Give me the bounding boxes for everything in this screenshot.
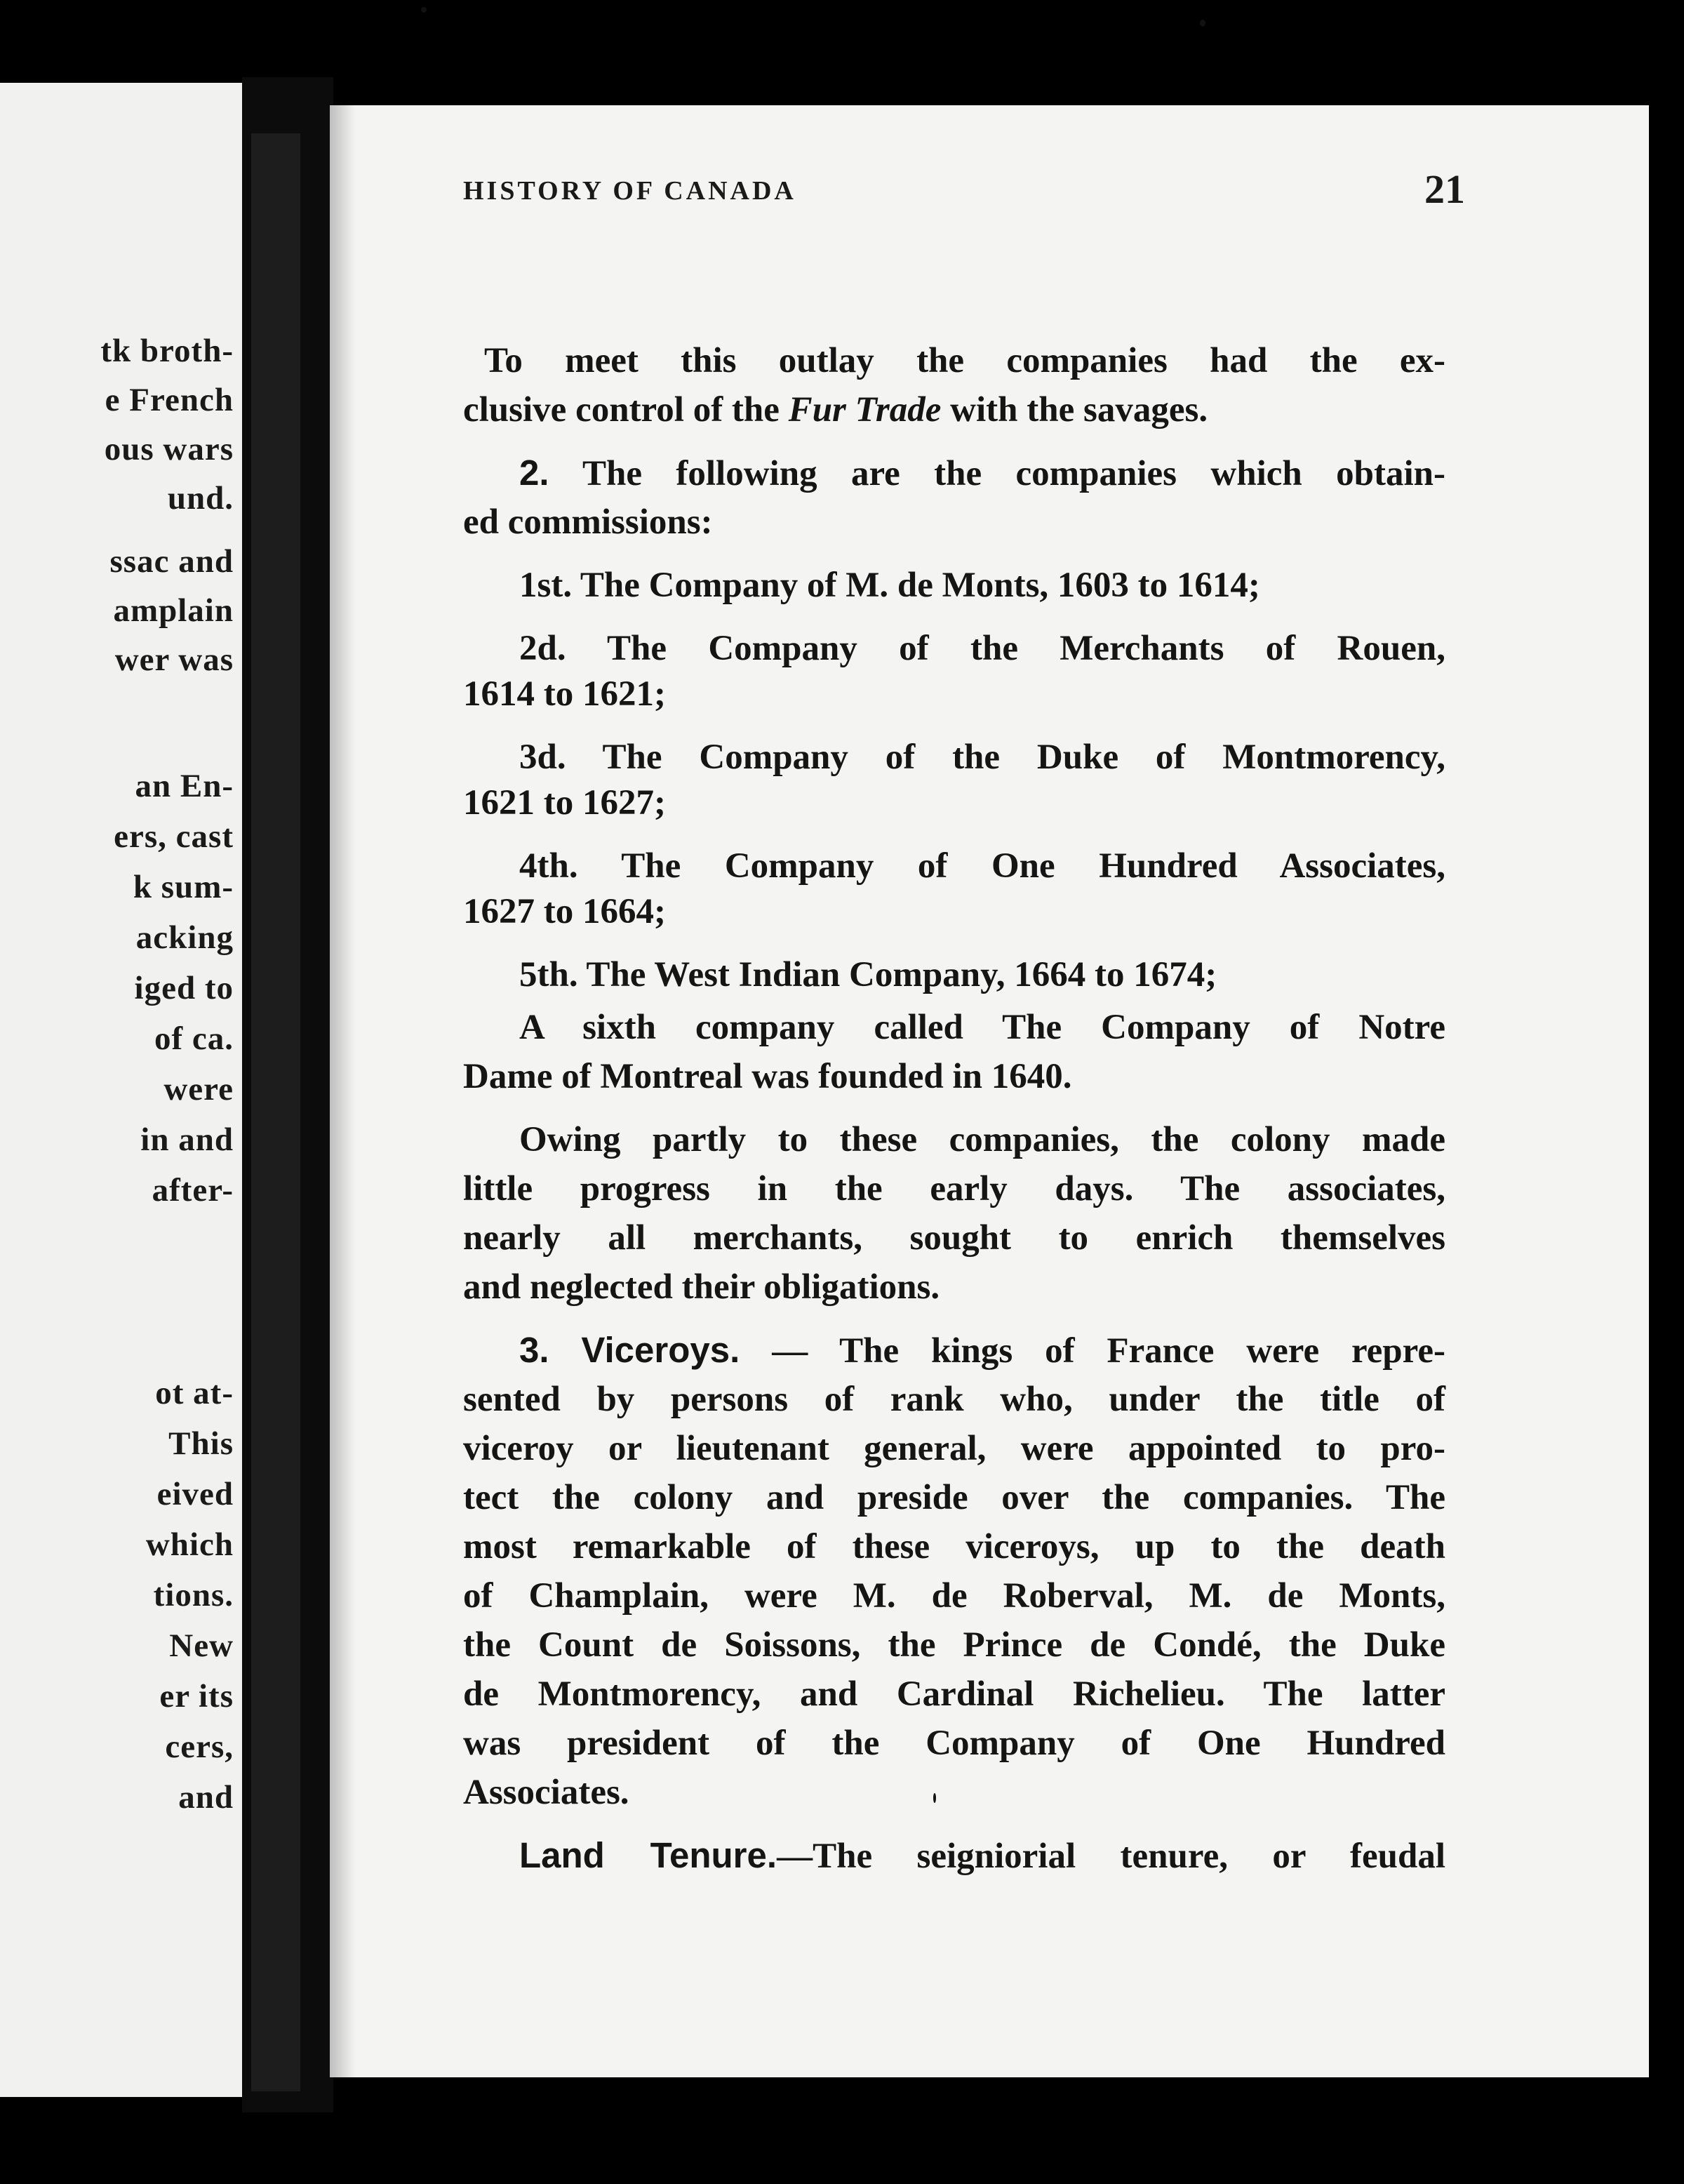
text-line: was president of the Company of One Hundred [463,1724,1445,1763]
text-line: tect the colony and preside over the companies. The [463,1478,1445,1517]
company-item: 3d. The Company of the Duke of Montmorency, [519,738,1445,777]
text-line: the Count de Soissons, the Prince de Condé, the Duke [463,1625,1445,1665]
company-item-continued: 1614 to 1621; [463,674,666,714]
previous-page-fragment [0,83,242,2097]
section-heading: Land Tenure. [519,1835,777,1875]
text-line: ed commissions: [463,502,713,542]
left-fragment: tk broth- [100,333,234,369]
left-fragment: ous wars [104,431,234,467]
text-line: most remarkable of these viceroys, up to the death [463,1527,1445,1566]
page-shadow [330,105,355,2077]
text-line: and neglected their obligations. [463,1267,940,1307]
text-line: To meet this outlay the companies had the ex- [484,341,1445,380]
left-fragment: amplain [113,592,234,629]
company-item-continued: 1621 to 1627; [463,783,666,823]
left-fragment: in and [140,1121,234,1158]
scan-speck [1200,20,1205,27]
left-fragment: cers, [165,1729,234,1765]
section-2-line [519,449,1445,498]
left-fragment: of ca. [154,1020,234,1057]
text-segment: —The seigniorial tenure, or feudal [777,1837,1445,1876]
text-segment: — The kings of France were repre- [772,1331,1446,1371]
left-fragment: k sum- [133,869,234,905]
left-fragment: wer was [114,641,234,678]
section-heading: Viceroys. [581,1330,740,1370]
text-line: sented by persons of rank who, under the title of [463,1380,1445,1419]
left-fragment: and [178,1779,234,1816]
left-fragment: ssac and [109,543,234,580]
section-3-line [519,1326,1445,1375]
company-item: 5th. The West Indian Company, 1664 to 1674; [519,955,1217,994]
left-fragment: which [145,1526,234,1563]
running-title: HISTORY OF CANADA [463,176,796,206]
text-line: nearly all merchants, sought to enrich themselves [463,1218,1445,1258]
company-item: 1st. The Company of M. de Monts, 1603 to 1614; [519,566,1260,605]
left-fragment: New [169,1627,234,1664]
left-fragment: e French [105,382,234,418]
left-fragment: after- [152,1172,234,1208]
scan-speck [421,7,427,13]
text-line: of Champlain, were M. de Roberval, M. de Monts, [463,1576,1445,1616]
text-line [463,386,1445,434]
text-line: Owing partly to these companies, the colony made [519,1120,1445,1159]
left-fragment: eived [156,1476,234,1512]
company-item-continued: 1627 to 1664; [463,892,666,931]
italic-term: Fur Trade [788,390,942,430]
text-line: Associates. [463,1773,629,1812]
left-fragment: iged to [134,970,234,1006]
left-fragment: were [163,1071,234,1107]
left-fragment: er its [159,1678,234,1714]
text-line: A sixth company called The Company of Notre [519,1008,1445,1047]
section-number: 3. [519,1330,549,1370]
text-line: Dame of Montreal was founded in 1640. [463,1057,1072,1096]
left-fragment: This [168,1425,234,1462]
left-fragment: acking [135,919,234,956]
text-segment: The following are the companies which obtain- [582,454,1445,493]
text-segment: clusive control of the [463,390,780,430]
text-line: de Montmorency, and Cardinal Richelieu. The latter [463,1674,1445,1714]
text-segment: with the savages. [950,390,1208,430]
left-fragment: ot at- [155,1375,234,1411]
gutter-edge [251,133,300,2091]
left-fragment: an En- [135,768,234,804]
page-number: 21 [1424,166,1465,212]
left-fragment: ers, cast [114,818,234,855]
company-item: 4th. The Company of One Hundred Associates, [519,846,1445,886]
text-line: little progress in the early days. The associates, [463,1169,1445,1208]
section-number: 2. [519,453,549,493]
land-tenure-line [519,1832,1445,1880]
left-fragment: und. [167,480,234,517]
company-item: 2d. The Company of the Merchants of Rouen, [519,629,1445,668]
left-fragment: tions. [153,1577,234,1613]
text-line: viceroy or lieutenant general, were appointed to pro- [463,1429,1445,1468]
